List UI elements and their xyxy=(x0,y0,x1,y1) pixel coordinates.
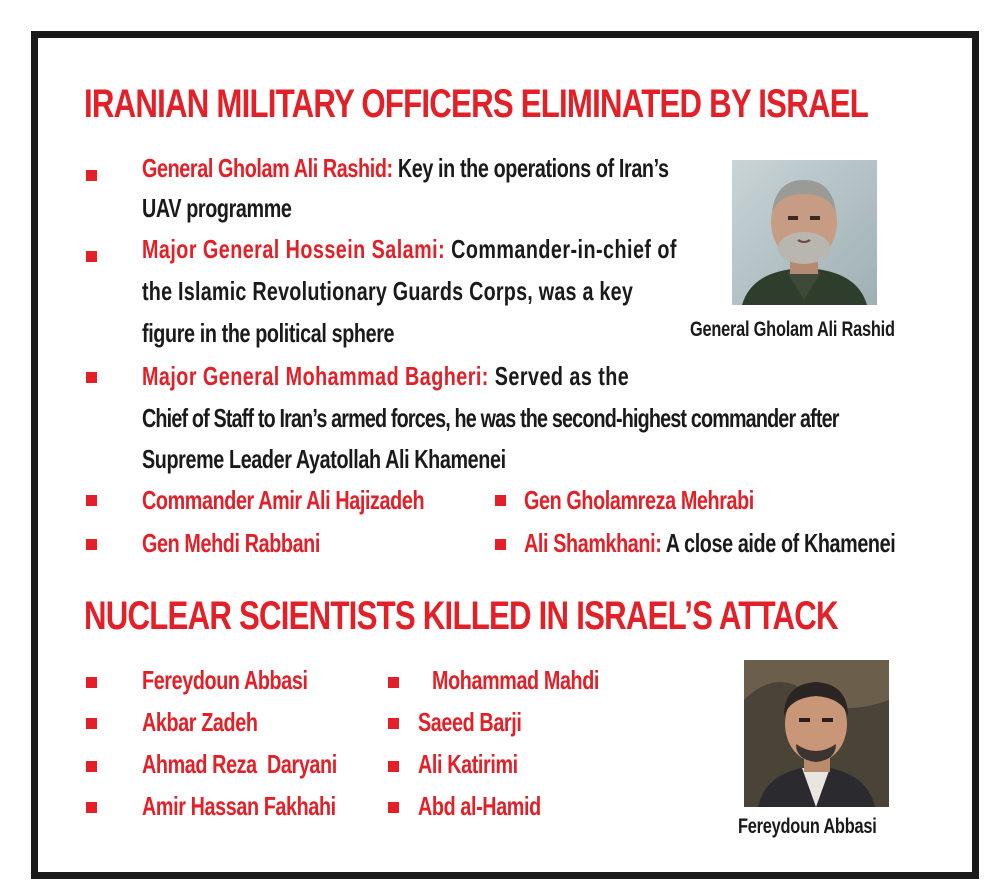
officer-desc-cont: the Islamic Revolutionary Guards Corps, was a key xyxy=(142,276,634,306)
officer-item-rabbani: Gen Mehdi Rabbani xyxy=(142,528,320,558)
scientist-item: Abd al-Hamid xyxy=(418,791,541,821)
scientist-item: Ahmad Reza Daryani xyxy=(142,749,337,779)
scientist-item: Fereydoun Abbasi xyxy=(142,665,308,695)
bullet-icon xyxy=(86,372,97,383)
portrait-abbasi-photo xyxy=(744,660,889,807)
portrait-rashid-photo xyxy=(732,160,877,305)
bullet-icon xyxy=(388,802,399,813)
bullet-icon xyxy=(86,761,97,772)
officer-desc: A close aide of Khamenei xyxy=(665,528,896,558)
officer-name: Major General Hossein Salami: xyxy=(142,234,446,264)
bullet-icon xyxy=(86,802,97,813)
bullet-icon xyxy=(495,539,506,550)
bullet-icon xyxy=(86,539,97,550)
scientist-item: Saeed Barji xyxy=(418,707,522,737)
officer-desc-cont: Chief of Staff to Iran’s armed forces, he was the second-highest commander after xyxy=(142,403,839,433)
officer-item-bagheri xyxy=(142,357,629,395)
portrait-rashid-illustration xyxy=(732,160,877,305)
bullet-icon xyxy=(86,718,97,729)
officer-desc-cont: UAV programme xyxy=(142,193,292,223)
scientist-item: Mohammad Mahdi xyxy=(432,665,600,695)
officer-item-shamkhani xyxy=(524,524,895,562)
scientist-item: Ali Katirimi xyxy=(418,749,518,779)
bullet-icon xyxy=(388,718,399,729)
bullet-icon xyxy=(86,495,97,506)
officer-name: Major General Mohammad Bagheri: xyxy=(142,361,489,391)
bullet-icon xyxy=(86,251,97,262)
scientist-item: Amir Hassan Fakhahi xyxy=(142,791,336,821)
bullet-icon xyxy=(388,677,399,688)
bullet-icon xyxy=(495,495,506,506)
officer-desc: Commander-in-chief of xyxy=(451,234,677,264)
scientist-item: Akbar Zadeh xyxy=(142,707,258,737)
officer-name: General Gholam Ali Rashid: xyxy=(142,153,393,183)
scientists-heading: NUCLEAR SCIENTISTS KILLED IN ISRAEL’S ATTACK xyxy=(84,594,838,638)
officers-heading: IRANIAN MILITARY OFFICERS ELIMINATED BY ISRAEL xyxy=(84,82,869,126)
officer-desc-cont: Supreme Leader Ayatollah Ali Khamenei xyxy=(142,444,506,474)
officer-item-hajizadeh: Commander Amir Ali Hajizadeh xyxy=(142,485,425,515)
officer-item-rashid xyxy=(142,149,669,187)
officer-item-salami xyxy=(142,230,677,268)
bullet-icon xyxy=(86,170,97,181)
photo-caption-abbasi: Fereydoun Abbasi xyxy=(738,815,877,838)
bullet-icon xyxy=(86,677,97,688)
officer-desc: Served as the xyxy=(494,361,630,391)
officer-name: Ali Shamkhani: xyxy=(524,528,662,558)
portrait-abbasi-illustration xyxy=(744,660,889,807)
bullet-icon xyxy=(388,761,399,772)
photo-caption-rashid: General Gholam Ali Rashid xyxy=(690,318,895,341)
officer-desc: Key in the operations of Iran’s xyxy=(397,153,669,183)
officer-desc-cont: figure in the political sphere xyxy=(142,318,395,348)
officer-item-mehrabi: Gen Gholamreza Mehrabi xyxy=(524,485,754,515)
